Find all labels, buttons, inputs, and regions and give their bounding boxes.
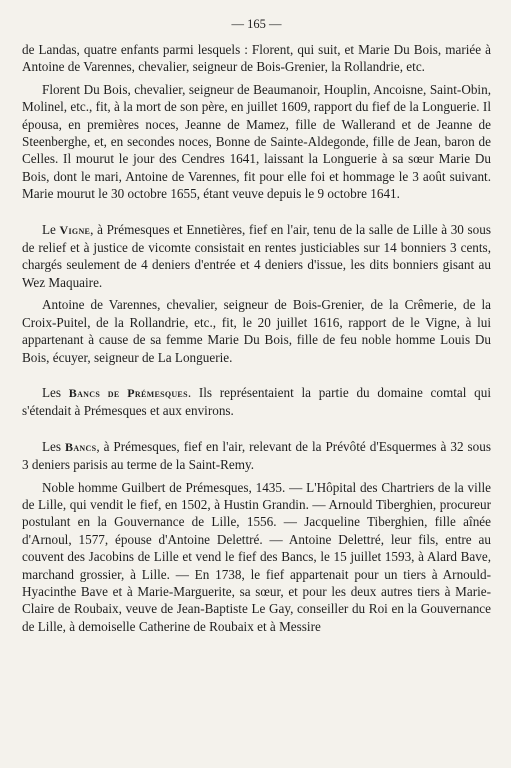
paragraph-text: Antoine de Varennes, chevalier, seigneur de Bois-Grenier, de la Crêmerie, de la Croix-Puitel, de la Rollandrie, etc., fit, le 20 juillet 1616, rapport de le Vigne, à lui appartenant à cause de sa femme Marie Du Bois, fille de feu noble homme Louis Du Bois, écuyer, seigneur de La Longuerie. (22, 297, 491, 365)
page-number: — 165 — (231, 17, 282, 31)
section-heading: Bancs de Prémesques (68, 385, 188, 400)
paragraph-text: Les (42, 438, 66, 454)
paragraph-text: Florent Du Bois, chevalier, seigneur de Beaumanoir, Houplin, Ancoisne, Saint-Obin, Molinel, etc., fit, à la mort de son père, en juillet 1609, rapport du fief de la Longuerie. Il épousa, en premières noces, Jeanne de Mamez, fille de Wallerand et de Jeanne de Steenberghe, et, en secondes noces, Bonne de Sainte-Aldegonde, fille de Jean, baron de Celles. Il mourut le jour des Cendres 1641, laissant la Longuerie à sa sœur Marie Du Bois, dont le mari, Antoine de Varennes, fit pour elle foi et hommage le 3 août suivant. Marie mourut le 30 octobre 1655, étant veuve depuis le 9 octobre 1641. (22, 81, 491, 202)
paragraph-3 (22, 221, 491, 292)
paragraph-text: . Ils représentaient la partie du domaine comtal qui s'étendait à Prémesques et aux environs. (22, 384, 492, 419)
paragraph-1 (22, 41, 491, 76)
paragraph-text: , à Prémesques, fief en l'air, relevant de la Prévôté d'Esquermes à 32 sous 3 deniers parisis au terme de la Saint-Remy. (22, 438, 491, 473)
paragraph-text: Les (42, 384, 69, 400)
paragraph-text: Noble homme Guilbert de Prémesques, 1435. — L'Hôpital des Chartriers de la ville de Lille, qui vendit le fief, en 1502, à Hustin Grandin. — Arnould Tiberghien, procureur postulant en la Gouvernance de Lille, 1556. — Jacqueline Tiberghien, fille aînée d'Arnoul, 1577, épouse d'Antoine Delettré. — Antoine Delettré, leur fils, entre au couvent des Jacobins de Lille et vend le fief des Bancs, le 15 juillet 1593, à Alard Bave, marchand grossier, à Lille. — En 1738, le fief appartenait pour un tiers à Arnould-Hyacinthe Bave et à Marie-Marguerite, sa sœur, et pour les deux autres tiers à Marie-Claire de Roubaix, veuve de Jean-Baptiste Le Gay, conseiller du Roi en la Gouvernance de Lille, à demoiselle Catherine de Roubaix et à Messire (22, 479, 491, 634)
paragraph-6 (22, 438, 491, 474)
paragraph-7 (22, 479, 491, 636)
section-heading: Vigne (59, 222, 91, 237)
paragraph-2 (22, 81, 491, 203)
paragraph-5 (22, 384, 491, 420)
paragraph-text: , à Prémesques et Ennetières, fief en l'air, tenu de la salle de Lille à 30 sous de relief et à justice de vicomte consistait en rentes justiciables sur 14 bonniers 3 cents, chargés seulement de 4 deniers d'entrée et 4 deniers d'issue, les dits bonniers gisant au Wez Maquaire. (22, 221, 491, 290)
paragraph-4 (22, 296, 491, 366)
paragraph-text: de Landas, quatre enfants parmi lesquels : Florent, qui suit, et Marie Du Bois, mariée à Antoine de Varennes, chevalier, seigneur de Bois-Grenier, la Rollandrie, etc. (22, 42, 491, 75)
paragraph-text: Le (42, 221, 60, 237)
section-heading: Bancs (65, 439, 97, 454)
